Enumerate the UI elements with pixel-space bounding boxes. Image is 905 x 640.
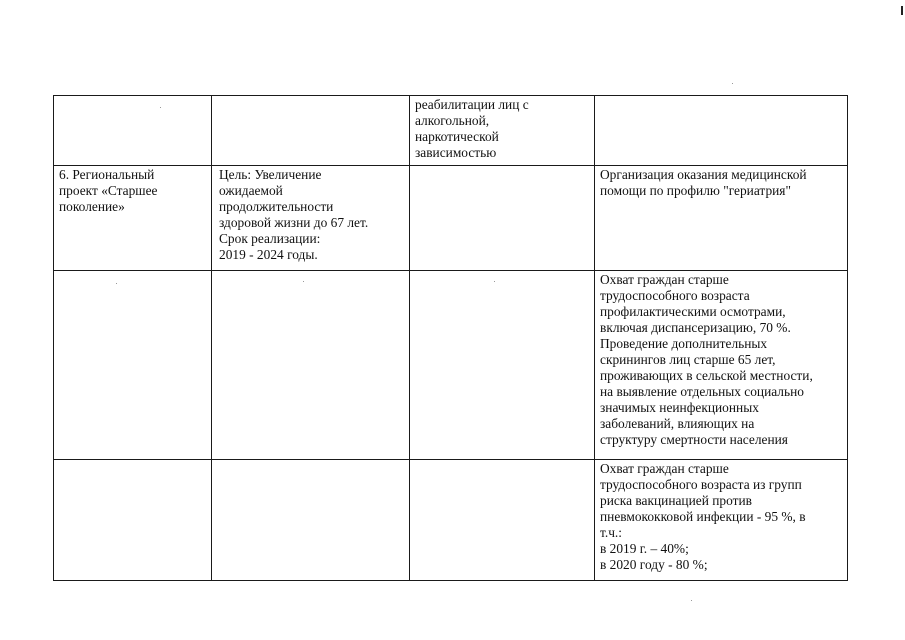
table-row — [54, 96, 848, 166]
project-cell — [54, 271, 212, 460]
project-cell — [54, 460, 212, 581]
table-row — [54, 166, 848, 271]
cell-text-line: на выявление отдельных социально — [600, 384, 804, 399]
cell-text-line: структуру смертности населения — [600, 432, 788, 447]
measure-cell — [410, 166, 595, 271]
measure-cell — [410, 96, 595, 166]
program-table — [53, 95, 848, 581]
cell-text-line: продолжительности — [219, 199, 334, 214]
scan-speck — [732, 83, 733, 84]
cell-text-line: в 2019 г. – 40%; — [600, 541, 689, 556]
indicator-cell — [595, 460, 848, 581]
cell-text-line: 2019 - 2024 годы. — [219, 247, 318, 262]
table-row — [54, 460, 848, 581]
indicator-cell — [595, 96, 848, 166]
table-row — [54, 271, 848, 460]
goal-cell — [212, 96, 410, 166]
cell-text-line: проект «Старшее — [59, 183, 158, 198]
cell-text-line: Охват граждан старше — [600, 461, 729, 476]
cell-text-line: поколение» — [59, 199, 125, 214]
cell-text-line: Проведение дополнительных — [600, 336, 768, 351]
goal-cell — [212, 271, 410, 460]
cell-text-line: риска вакцинацией против — [600, 493, 752, 508]
cell-text-line: зависимостью — [415, 145, 497, 160]
cell-text-line: скринингов лиц старше 65 лет, — [600, 352, 776, 367]
cell-text-line: значимых неинфекционных — [600, 400, 759, 415]
indicator-cell — [595, 271, 848, 460]
cell-text-line: алкогольной, — [415, 113, 490, 128]
cell-text-line: трудоспособного возраста — [600, 288, 750, 303]
cell-text-line: реабилитации лиц с — [415, 97, 529, 112]
cell-text-line: пневмококковой инфекции - 95 %, в — [600, 509, 806, 524]
measure-cell — [410, 460, 595, 581]
cell-text-line: т.ч.: — [600, 525, 622, 540]
cell-text-line: Цель: Увеличение — [219, 167, 322, 182]
scan-speck — [691, 600, 692, 601]
cell-text-line: проживающих в сельской местности, — [600, 368, 813, 383]
cell-text-line: наркотической — [415, 129, 499, 144]
cell-text-line: Срок реализации: — [219, 231, 321, 246]
cell-text-line: включая диспансеризацию, 70 %. — [600, 320, 791, 335]
table-body — [54, 96, 848, 581]
indicator-cell — [595, 166, 848, 271]
measure-cell — [410, 271, 595, 460]
cell-text-line: в 2020 году - 80 %; — [600, 557, 708, 572]
goal-cell — [212, 460, 410, 581]
cell-text-line: профилактическими осмотрами, — [600, 304, 786, 319]
cell-text-line: трудоспособного возраста из групп — [600, 477, 802, 492]
project-cell — [54, 96, 212, 166]
scan-artifact — [901, 6, 903, 15]
cell-text-line: Организация оказания медицинской — [600, 167, 807, 182]
cell-text-line: Охват граждан старше — [600, 272, 729, 287]
cell-text-line: 6. Региональный — [59, 167, 155, 182]
cell-text-line: здоровой жизни до 67 лет. — [219, 215, 369, 230]
cell-text-line: заболеваний, влияющих на — [600, 416, 755, 431]
cell-text-line: ожидаемой — [219, 183, 283, 198]
project-cell — [54, 166, 212, 271]
goal-cell — [212, 166, 410, 271]
cell-text-line: помощи по профилю "гериатрия" — [600, 183, 791, 198]
